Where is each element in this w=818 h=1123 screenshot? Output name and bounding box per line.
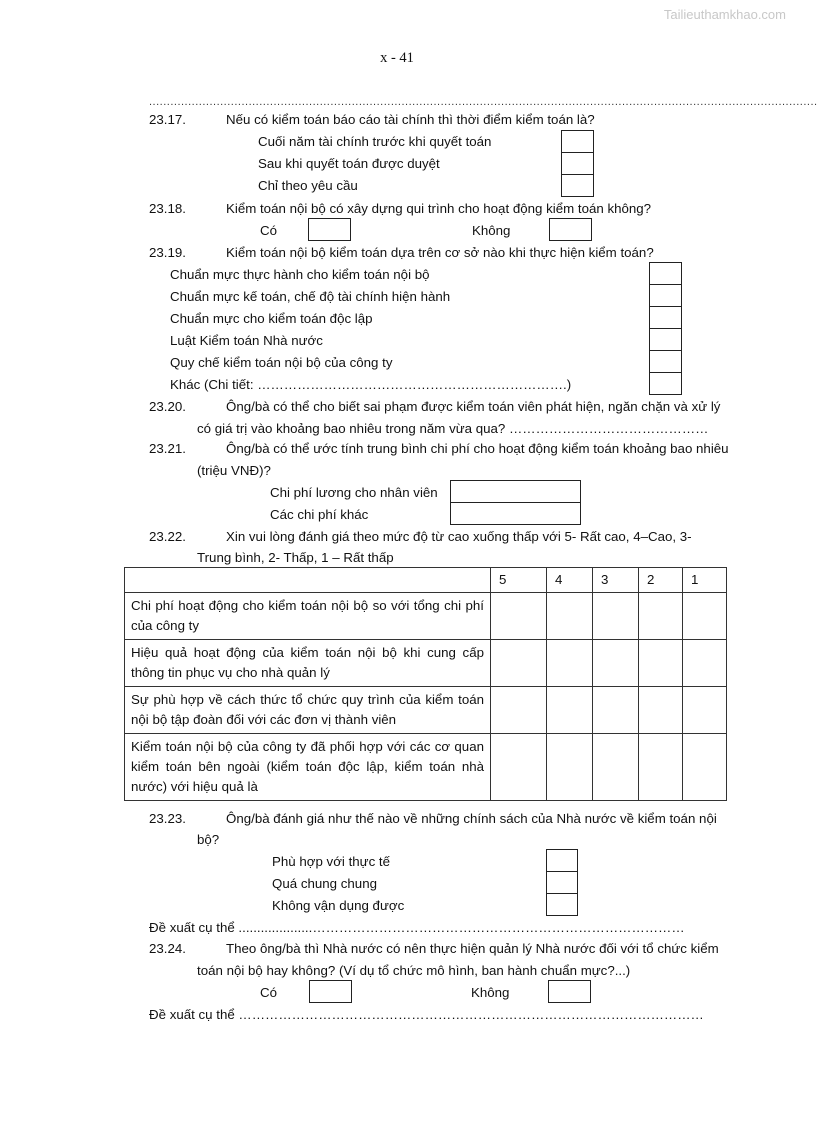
- q2321-question-line-2: (triệu VNĐ)?: [197, 463, 271, 478]
- q2323-proposal[interactable]: Đề xuất cụ thể ....................…………………………………………………………………………: [149, 920, 685, 935]
- q2321-salary-input[interactable]: [450, 480, 581, 503]
- rating-cell[interactable]: [491, 734, 547, 801]
- q2319-checkbox-4[interactable]: [649, 328, 682, 351]
- q2317-checkbox-1[interactable]: [561, 130, 594, 153]
- q2324-no-label: Không: [471, 985, 510, 1000]
- q2319-checkbox-1[interactable]: [649, 262, 682, 285]
- q2320-question-line-1: Ông/bà có thể cho biết sai phạm được kiểm toán viên phát hiện, ngăn chặn và xử lý: [226, 399, 721, 414]
- q2319-checkbox-5[interactable]: [649, 350, 682, 373]
- q2319-question: Kiểm toán nội bộ kiểm toán dựa trên cơ sở nào khi thực hiện kiểm toán?: [226, 245, 654, 260]
- q2318-yes-checkbox[interactable]: [308, 218, 351, 241]
- rating-cell[interactable]: [639, 640, 683, 687]
- q2321-other-cost-input[interactable]: [450, 502, 581, 525]
- rating-cell[interactable]: [547, 640, 593, 687]
- q2321-item-1: Chi phí lương cho nhân viên: [270, 485, 438, 500]
- rating-row: [125, 593, 727, 640]
- q2324-question-line-2: toán nội bộ hay không? (Ví dụ tổ chức mô hình, ban hành chuẩn mực?...): [197, 963, 631, 978]
- q2323-checkbox-3[interactable]: [546, 893, 578, 916]
- rating-row: [125, 687, 727, 734]
- q2317-option-3: Chỉ theo yêu cầu: [258, 178, 358, 193]
- q2323-number: 23.23.: [149, 811, 186, 826]
- q2320-number: 23.20.: [149, 399, 186, 414]
- q2323-checkbox-2[interactable]: [546, 871, 578, 894]
- q2319-option-4: Luật Kiểm toán Nhà nước: [170, 333, 323, 348]
- rating-criterion: Chi phí hoạt động cho kiểm toán nội bộ so với tổng chi phí của công ty: [125, 593, 491, 640]
- rating-header-row: [125, 568, 727, 593]
- q2323-option-1: Phù hợp với thực tế: [272, 854, 390, 869]
- rating-cell[interactable]: [593, 687, 639, 734]
- q2320-question-line-2: có giá trị vào khoảng bao nhiêu trong năm vừa qua? ………………………………………: [197, 421, 709, 436]
- rating-cell[interactable]: [491, 687, 547, 734]
- q2322-number: 23.22.: [149, 529, 186, 544]
- dotted-line: ............................................................................................................................................................................................: [149, 96, 818, 108]
- q2319-option-3: Chuẩn mực cho kiểm toán độc lập: [170, 311, 373, 326]
- rating-cell[interactable]: [683, 687, 727, 734]
- q2318-number: 23.18.: [149, 201, 186, 216]
- rating-row: [125, 734, 727, 801]
- watermark: Tailieuthamkhao.com: [663, 7, 786, 22]
- rating-cell[interactable]: [593, 593, 639, 640]
- rating-cell[interactable]: [683, 640, 727, 687]
- rating-header-3: 3: [593, 568, 639, 593]
- rating-criterion: Kiểm toán nội bộ của công ty đã phối hợp với các cơ quan kiểm toán bên ngoài (kiểm toán độc lập, kiểm toán nhà nước) với hiệu quả là: [125, 734, 491, 801]
- q2323-option-2: Quá chung chung: [272, 876, 377, 891]
- q2324-proposal[interactable]: Đề xuất cụ thể ……………………………………………………………………………………………: [149, 1007, 704, 1022]
- q2317-checkbox-3[interactable]: [561, 174, 594, 197]
- q2324-number: 23.24.: [149, 941, 186, 956]
- rating-criterion: Sự phù hợp về cách thức tổ chức quy trình của kiểm toán nội bộ tập đoàn đối với các đơn vị thành viên: [125, 687, 491, 734]
- q2324-no-checkbox[interactable]: [548, 980, 591, 1003]
- q2321-number: 23.21.: [149, 441, 186, 456]
- q2324-question-line-1: Theo ông/bà thì Nhà nước có nên thực hiện quản lý Nhà nước đối với tổ chức kiểm: [226, 941, 719, 956]
- q2322-question-line-1: Xin vui lòng đánh giá theo mức độ từ cao xuống thấp với 5- Rất cao, 4–Cao, 3-: [226, 529, 692, 544]
- rating-cell[interactable]: [593, 640, 639, 687]
- q2323-option-3: Không vận dụng được: [272, 898, 405, 913]
- rating-cell[interactable]: [491, 640, 547, 687]
- q2324-yes-checkbox[interactable]: [309, 980, 352, 1003]
- q2322-question-line-2: Trung bình, 2- Thấp, 1 – Rất thấp: [197, 550, 394, 565]
- rating-header-5: 5: [491, 568, 547, 593]
- rating-cell[interactable]: [547, 734, 593, 801]
- q2323-checkbox-1[interactable]: [546, 849, 578, 872]
- q2319-option-6: Khác (Chi tiết: …………………………………………………………….): [170, 377, 572, 392]
- q2321-question-line-1: Ông/bà có thể ước tính trung bình chi phí cho hoạt động kiểm toán khoảng bao nhiêu: [226, 441, 729, 456]
- rating-criterion: Hiệu quả hoạt động của kiểm toán nội bộ khi cung cấp thông tin phục vụ cho nhà quản lý: [125, 640, 491, 687]
- rating-header-1: 1: [683, 568, 727, 593]
- rating-cell[interactable]: [547, 593, 593, 640]
- q2317-option-1: Cuối năm tài chính trước khi quyết toán: [258, 134, 492, 149]
- q2317-option-2: Sau khi quyết toán được duyệt: [258, 156, 440, 171]
- q2319-checkbox-6[interactable]: [649, 372, 682, 395]
- q2323-question-line-2: bộ?: [197, 832, 220, 847]
- rating-cell[interactable]: [547, 687, 593, 734]
- rating-header-empty: [125, 568, 491, 593]
- q2321-item-2: Các chi phí khác: [270, 507, 369, 522]
- rating-row: [125, 640, 727, 687]
- q2324-yes-label: Có: [260, 985, 277, 1000]
- rating-header-2: 2: [639, 568, 683, 593]
- rating-cell[interactable]: [683, 593, 727, 640]
- q2317-question: Nếu có kiểm toán báo cáo tài chính thì thời điểm kiểm toán là?: [226, 112, 595, 127]
- q2319-checkbox-3[interactable]: [649, 306, 682, 329]
- rating-cell[interactable]: [639, 734, 683, 801]
- q2318-question: Kiểm toán nội bộ có xây dựng qui trình cho hoạt động kiểm toán không?: [226, 201, 652, 216]
- rating-cell[interactable]: [491, 593, 547, 640]
- q2319-number: 23.19.: [149, 245, 186, 260]
- page-number: x - 41: [380, 50, 414, 66]
- q2318-no-label: Không: [472, 223, 511, 238]
- q2319-option-2: Chuẩn mực kế toán, chế độ tài chính hiện hành: [170, 289, 451, 304]
- rating-header-4: 4: [547, 568, 593, 593]
- q2318-yes-label: Có: [260, 223, 277, 238]
- rating-cell[interactable]: [683, 734, 727, 801]
- rating-cell[interactable]: [639, 687, 683, 734]
- q2319-option-5: Quy chế kiểm toán nội bộ của công ty: [170, 355, 393, 370]
- q2318-no-checkbox[interactable]: [549, 218, 592, 241]
- q2319-option-1: Chuẩn mực thực hành cho kiểm toán nội bộ: [170, 267, 430, 282]
- rating-cell[interactable]: [593, 734, 639, 801]
- q2319-checkbox-2[interactable]: [649, 284, 682, 307]
- rating-table: [124, 567, 727, 801]
- q2317-checkbox-2[interactable]: [561, 152, 594, 175]
- q2317-number: 23.17.: [149, 112, 186, 127]
- rating-cell[interactable]: [639, 593, 683, 640]
- q2323-question-line-1: Ông/bà đánh giá như thế nào về những chính sách của Nhà nước về kiểm toán nội: [226, 811, 717, 826]
